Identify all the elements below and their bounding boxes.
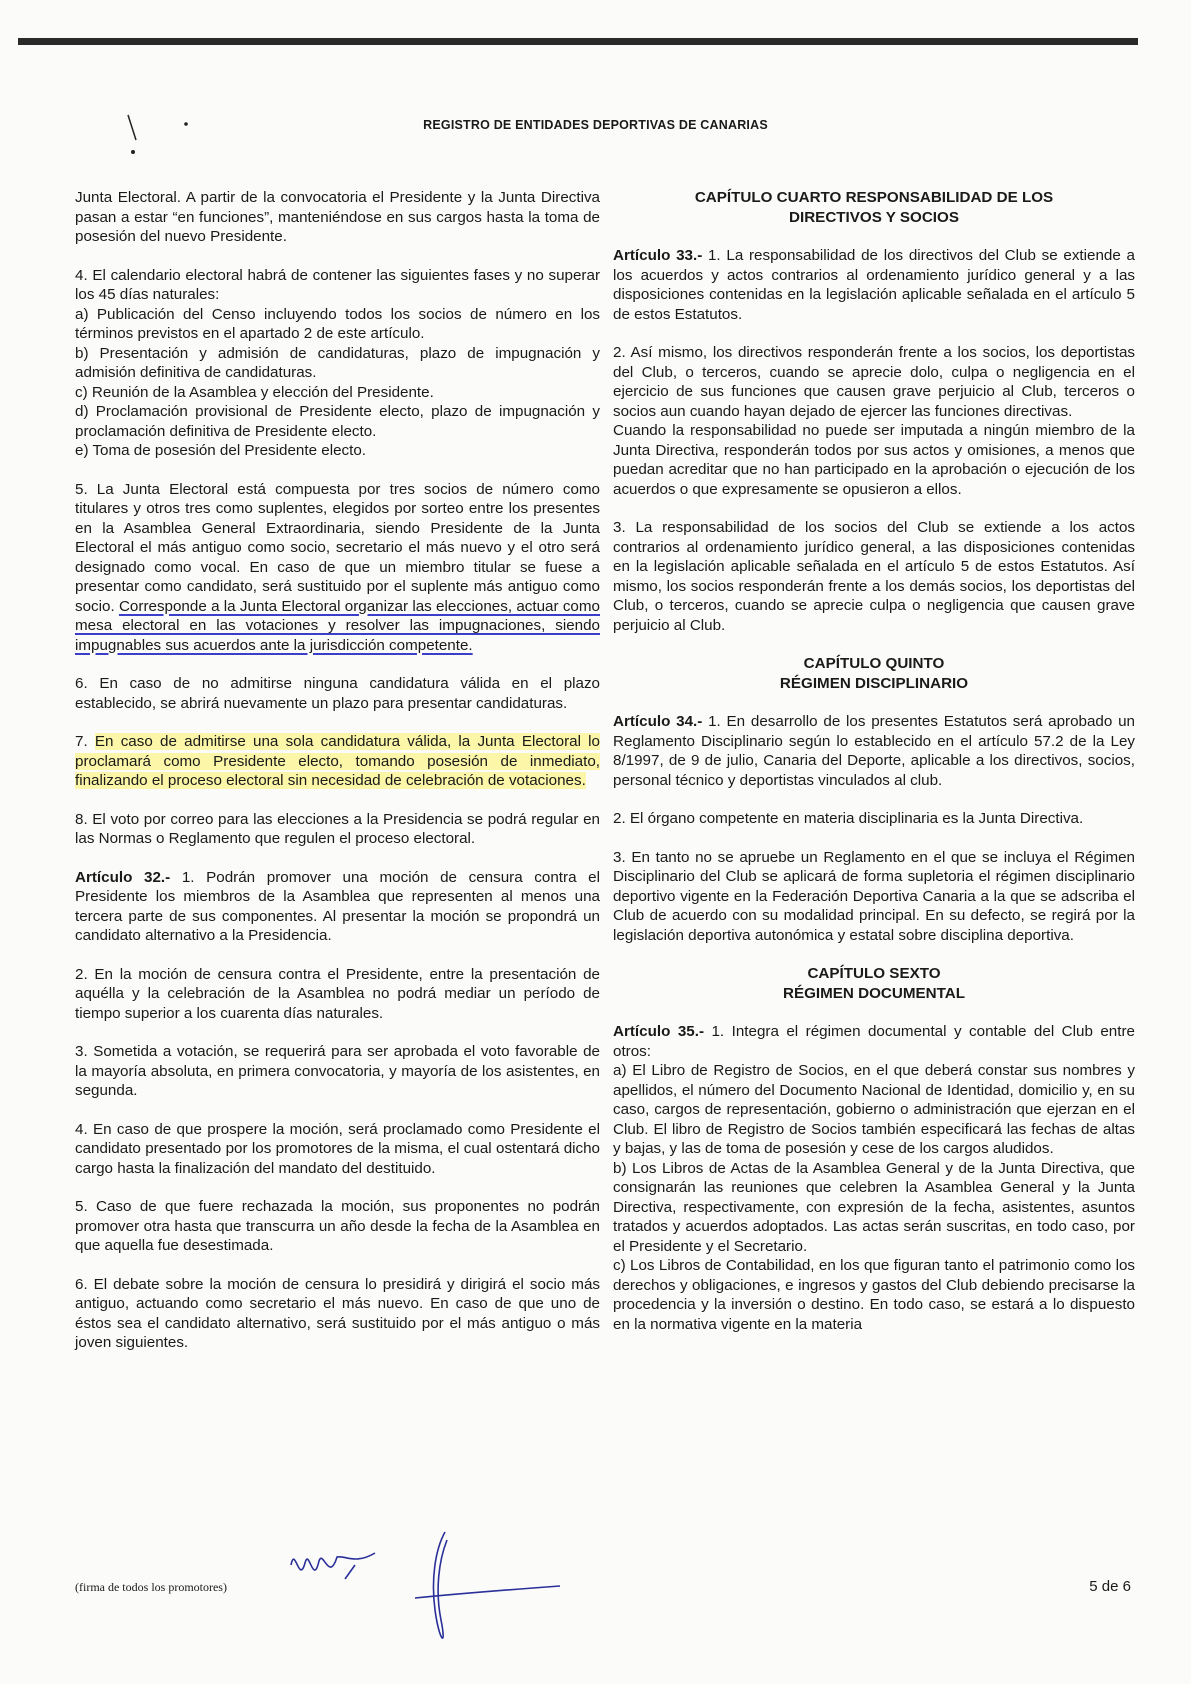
paragraph	[613, 712, 1135, 790]
list-item: d) Proclamación provisional de Presidente electo, plazo de impugnación y proclamación definitiva de Presidente electo.	[75, 403, 600, 440]
heading-line: DIRECTIVOS Y SOCIOS	[789, 209, 959, 226]
underlined-text: Corresponde a la Junta Electoral organizar las elecciones, actuar como mesa electoral en las votaciones y resolver las impugnaciones, siendo impugnables sus acuerdos ante la jurisdicción competente.	[75, 597, 600, 654]
paragraph	[75, 480, 600, 656]
paragraph-text: 1. En desarrollo de los presentes Estatutos será aprobado un Reglamento Disciplinario según lo establecido en el artículo 57.2 de la Ley 8/1997, de 9 de julio, Canaria del Deporte, aplicable a los directivos, socios, personal técnico y deportistas vinculados al club.	[613, 713, 1135, 789]
list-item: c) Reunión de la Asamblea y elección del Presidente.	[75, 383, 434, 401]
paragraph	[613, 246, 1135, 324]
paragraph-number: 7.	[75, 733, 95, 750]
paragraph	[75, 868, 600, 946]
paragraph	[613, 1022, 1135, 1061]
paragraph: 3. En tanto no se apruebe un Reglamento en el que se incluya el Régimen Disciplinario del Club se aplicará de forma supletoria el régimen disciplinario deportivo vigente en la Federación Deportiva Canaria a la que se adscriba el Club de acuerdo con su modalidad principal. En su defecto, se regirá por la legislación deportiva autonómica y estatal sobre disciplina deportiva.	[613, 848, 1135, 944]
paragraph: 6. El debate sobre la moción de censura lo presidirá y dirigirá el socio más antiguo, actuando como secretario el más nuevo. En caso de que uno de éstos sea el candidato alternativo, será sustituido por el más antiguo o más joven siguientes.	[75, 1275, 600, 1351]
paragraph-text: 1. La responsabilidad de los directivos del Club se extiende a los acuerdos y actos contrarios al ordenamiento jurídico general y a las disposiciones contenidas en la legislación aplicable señalada en el artículo 5 de estos Estatutos.	[613, 247, 1135, 323]
paragraph: Junta Electoral. A partir de la convocatoria el Presidente y la Junta Directiva pasan a estar “en funciones”, manteniéndose en sus cargos hasta la toma de posesión del nuevo Presidente.	[75, 189, 600, 245]
left-column	[75, 188, 600, 1372]
signature	[395, 1520, 575, 1660]
paragraph-text: 2. Así mismo, los directivos responderán frente a los socios, los deportistas del Club, o terceros, cuando se aprecie dolo, culpa o negligencia en el ejercicio de sus funciones que causen grave perjuicio al Club, terceros o socios aun cuando hayan dejado de ejercer las funciones directivas.	[613, 344, 1135, 420]
chapter-heading	[613, 964, 1135, 1004]
paragraph: 3. Sometida a votación, se requerirá para ser aprobada el voto favorable de la mayoría absoluta, en primera convocatoria, y mayoría de los asistentes, en segunda.	[75, 1043, 600, 1099]
paragraph: 5. Caso de que fuere rechazada la moción, sus proponentes no podrán promover otra hasta que transcurra un año desde la fecha de la Asamblea en que aquella fue desestimada.	[75, 1198, 600, 1254]
article-label: Artículo 35.-	[613, 1023, 705, 1040]
page-header: REGISTRO DE ENTIDADES DEPORTIVAS DE CANARIAS	[423, 118, 768, 132]
heading-line: CAPÍTULO SEXTO	[807, 965, 941, 982]
right-column	[613, 188, 1135, 1334]
list-item: e) Toma de posesión del Presidente electo.	[75, 442, 366, 459]
highlighted-text: En caso de admitirse una sola candidatura válida, la Junta Electoral lo proclamará como Presidente electo, tomando posesión de inmediato, finalizando el proceso electoral sin necesidad de celebración de votaciones.	[75, 733, 600, 789]
chapter-heading	[613, 654, 1135, 694]
paragraph	[613, 343, 1135, 499]
paragraph-text: 5. La Junta Electoral está compuesta por tres socios de número como titulares y otros tres como suplentes, elegidos por sorteo entre los presentes en la Asamblea General Extraordinaria, siendo Presidente de la Junta Electoral el más antiguo como socio, secretario el más nuevo y el otro será designado como vocal. En caso de que un miembro titular se fuese a presentar como candidato, será sustituido por el suplente más antiguo como socio.	[75, 480, 600, 615]
signature-note: (firma de todos los promotores)	[75, 1580, 227, 1594]
paragraph	[75, 266, 600, 461]
page-number: 5 de 6	[1089, 1578, 1131, 1595]
list-item: b) Los Libros de Actas de la Asamblea General y de la Junta Directiva, que consignarán las reuniones que celebren la Asamblea General y la Junta Directiva, respectivamente, con expresión de la fecha, asistentes, asuntos tratados y acuerdos adoptados. Las actas serán suscritas, en todo caso, por el Presidente y el Secretario.	[613, 1159, 1135, 1255]
paragraph: 6. En caso de no admitirse ninguna candidatura válida en el plazo establecido, se abrirá nuevamente un plazo para presentar candidaturas.	[75, 675, 600, 712]
heading-line: CAPÍTULO CUARTO RESPONSABILIDAD DE LOS	[694, 189, 1054, 206]
list-item: c) Los Libros de Contabilidad, en los que figuran tanto el patrimonio como los derechos y obligaciones, e ingresos y gastos del Club debiendo precisarse la procedencia y la inversión o destino. En todo caso, se estará a lo dispuesto en la normativa vigente en la materia	[613, 1257, 1135, 1333]
article-label: Artículo 32.-	[75, 868, 171, 886]
heading-line: CAPÍTULO QUINTO	[803, 655, 945, 672]
signature	[285, 1535, 395, 1595]
heading-line: RÉGIMEN DISCIPLINARIO	[779, 675, 969, 692]
list-item: a) El Libro de Registro de Socios, en el que deberá constar sus nombres y apellidos, el número del Documento Nacional de Identidad, domicilio y, en su caso, cargos de representación, gobierno o administración que ejerzan en el Club. El libro de Registro de Socios también especificará las fechas de altas y bajas, y las de toma de posesión y cese de los cargos aludidos.	[613, 1062, 1135, 1157]
paragraph: 2. En la moción de censura contra el Presidente, entre la presentación de aquélla y la celebración de la Asamblea no podrá mediar un período de tiempo superior a los cuarenta días naturales.	[75, 965, 600, 1022]
paragraph: 4. En caso de que prospere la moción, será proclamado como Presidente el candidato presentado por los promotores de la misma, el cual ostentará dicho cargo hasta la finalización del mandato del destituido.	[75, 1120, 600, 1177]
paragraph: 8. El voto por correo para las elecciones a la Presidencia se podrá regular en las Normas o Reglamento que regulen el proceso electoral.	[75, 810, 600, 847]
article-label: Artículo 34.-	[613, 713, 703, 730]
chapter-heading	[613, 188, 1135, 228]
list-item: b) Presentación y admisión de candidaturas, plazo de impugnación y admisión definitiva de candidaturas.	[75, 344, 600, 381]
list-item: a) Publicación del Censo incluyendo todos los socios de número en los términos previstos en el apartado 2 de este artículo.	[75, 305, 600, 342]
scan-top-edge	[18, 38, 1138, 45]
paragraph	[75, 732, 600, 791]
paragraph-text: 1. Podrán promover una moción de censura contra el Presidente los miembros de la Asamblea que representen al menos una tercera parte de sus componentes. Al presentar la moción se propondrá un candidato alternativo a la Presidencia.	[75, 868, 600, 944]
paragraph-text: Cuando la responsabilidad no puede ser imputada a ningún miembro de la Junta Directiva, responderán todos por sus actos y omisiones, a menos que puedan acreditar que no han participado en la aprobación o ejecución de los acuerdos o que expresamente se opusieron a ellos.	[613, 422, 1135, 498]
article-label: Artículo 33.-	[613, 247, 703, 264]
paragraph-text: 1. Integra el régimen documental y contable del Club entre otros:	[613, 1023, 1135, 1060]
heading-line: RÉGIMEN DOCUMENTAL	[783, 985, 965, 1002]
list-intro: 4. El calendario electoral habrá de contener las siguientes fases y no superar los 45 días naturales:	[75, 266, 600, 303]
paragraph: 2. El órgano competente en materia disciplinaria es la Junta Directiva.	[613, 810, 1084, 827]
paragraph: 3. La responsabilidad de los socios del Club se extiende a los actos contrarios al ordenamiento jurídico general, a las disposiciones contenidas en la legislación aplicable señalada en el artículo 5 de estos Estatutos. Así mismo, los socios responderán frente a los demás socios, los deportistas del Club, o terceros, cuando se aprecie culpa o negligencia que causen grave perjuicio al Club.	[613, 519, 1135, 634]
